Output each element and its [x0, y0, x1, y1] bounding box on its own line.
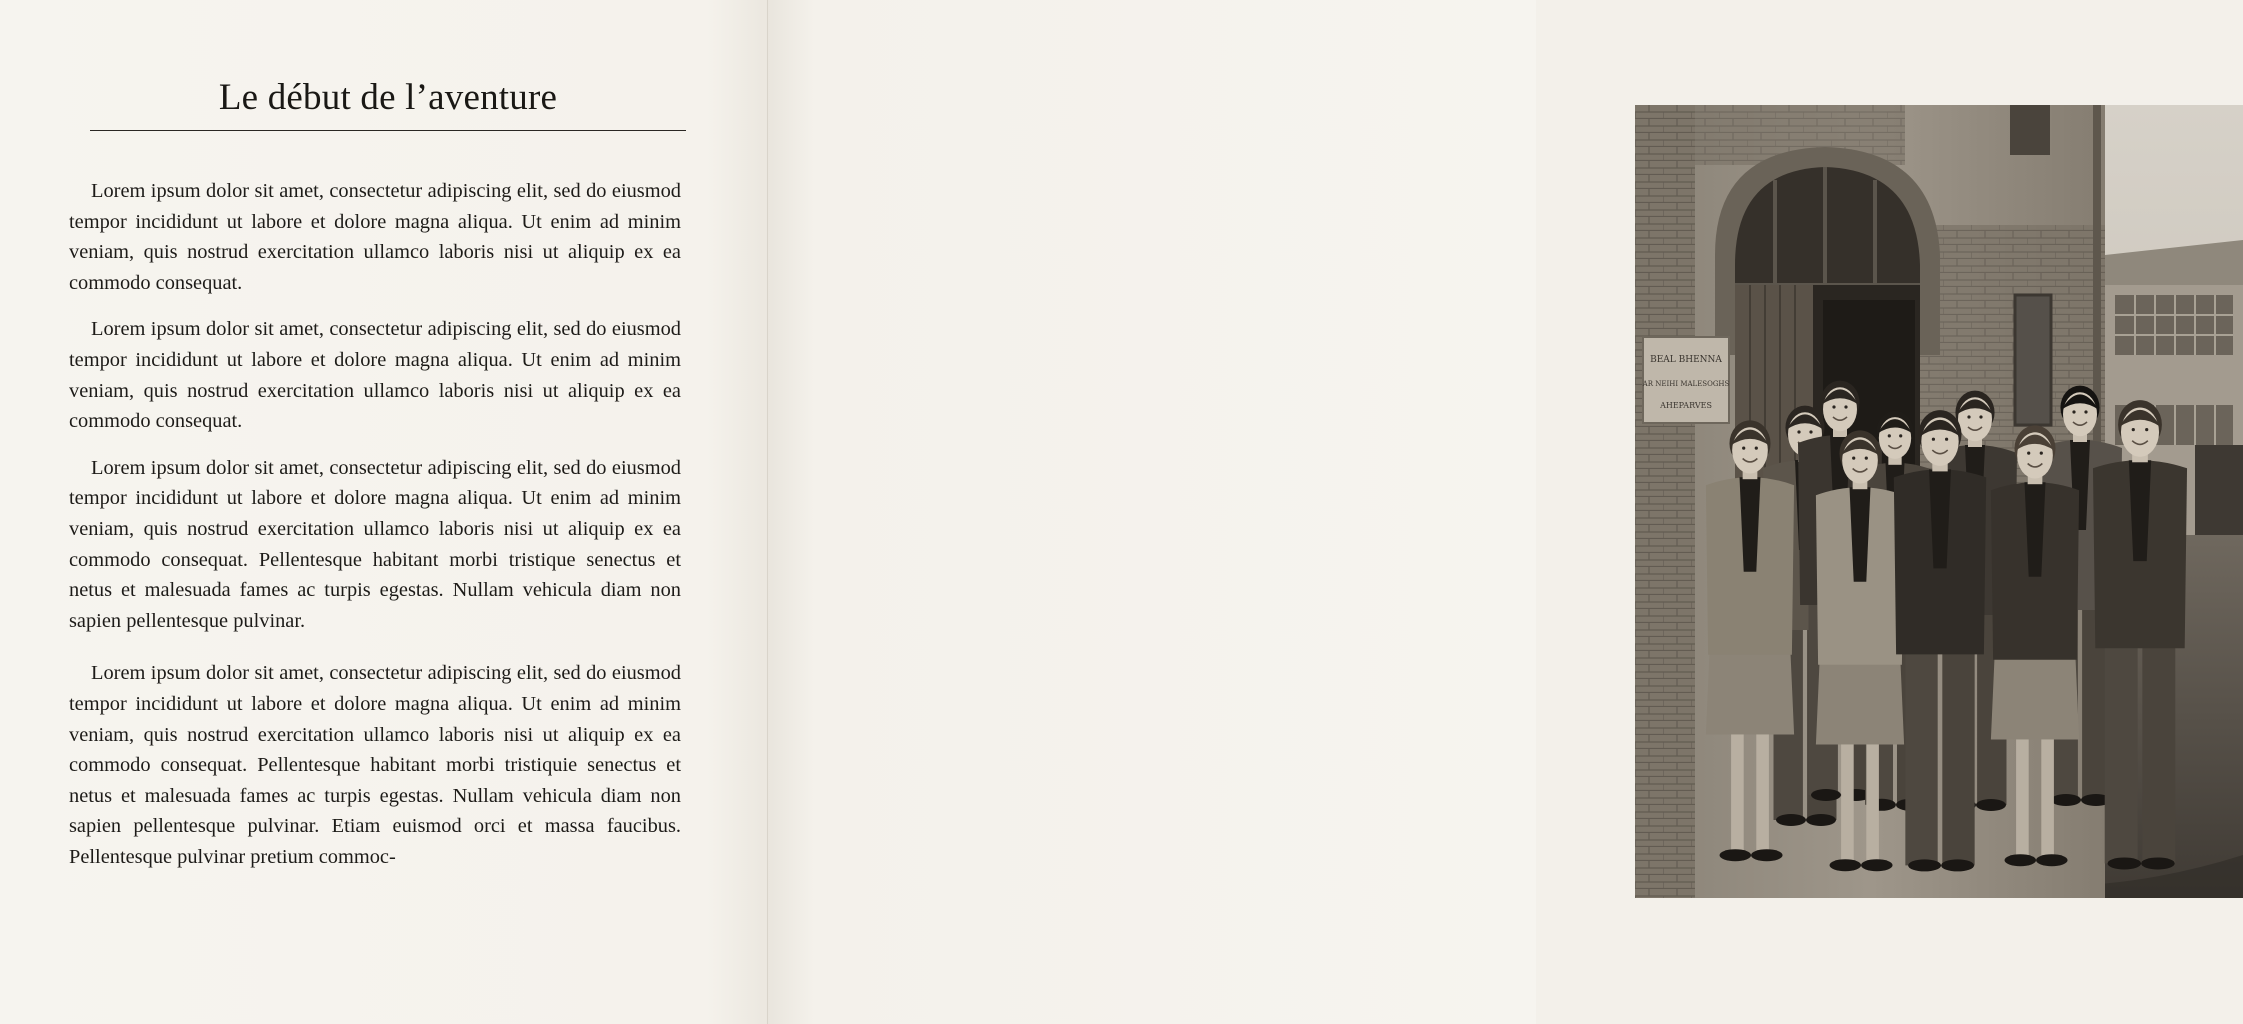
plaque-line-2: AR NEIHI MALESOGHS	[1642, 380, 1730, 388]
paragraph-4: Lorem ipsum dolor sit amet, consectetur adipiscing elit, sed do eiusmod tempor incididunt ut labore et dolore magna aliqua. Ut enim ad minim veniam, quis nostrud exercitation ullamco laboris nisi ut aliquip ex ea commodo consequat. Pellentesque habitant morbi tristiquie senectus et netus et malesuada fames ac turpis egestas. Nullam vehicula diam non sapien pellentesque pulvinar. Etiam euismod orci et massa faucibus. Pellentesque pulvinar pretium commoc-	[69, 662, 681, 868]
group-photo	[1635, 105, 2243, 898]
right-page	[768, 0, 1730, 1024]
title-underline	[90, 130, 686, 131]
chapter-title: Le début de l’aventure	[218, 77, 558, 118]
chapter-body	[69, 176, 681, 888]
plaque-line-3: AHEPARVES	[1660, 401, 1712, 410]
group-photo-illustration	[1635, 105, 2243, 898]
paragraph-2: Lorem ipsum dolor sit amet, consectetur adipiscing elit, sed do eiusmod tempor incididunt ut labore et dolore magna aliqua. Ut enim ad minim veniam, quis nostrud exercitation ullamco laboris nisi ut aliquip ex ea commodo consequat.	[69, 318, 681, 433]
paragraph-1: Lorem ipsum dolor sit amet, consectetur adipiscing elit, sed do eiusmod tempor incididunt ut labore et dolore magna aliqua. Ut enim ad minim veniam, quis nostrud exercitation ullamco laboris nisi ut aliquip ex ea commodo consequat.	[69, 180, 681, 294]
plaque-line-1: BEAL BHENNA	[1650, 355, 1722, 365]
paragraph-3: Lorem ipsum dolor sit amet, consectetur adipiscing elit, sed do eiusmod tempor incididunt ut labore et dolore magna aliqua. Ut enim ad minim veniam, quis nostrud exercitation ullamco laboris nisi ut aliquip ex ea commodo consequat. Pellentesque habitant morbi tristique senectus et netus et malesuada fames ac turpis egestas. Nullam vehicula diam non sapien pellentesque pulvinar.	[69, 456, 681, 632]
left-page	[0, 0, 768, 1024]
